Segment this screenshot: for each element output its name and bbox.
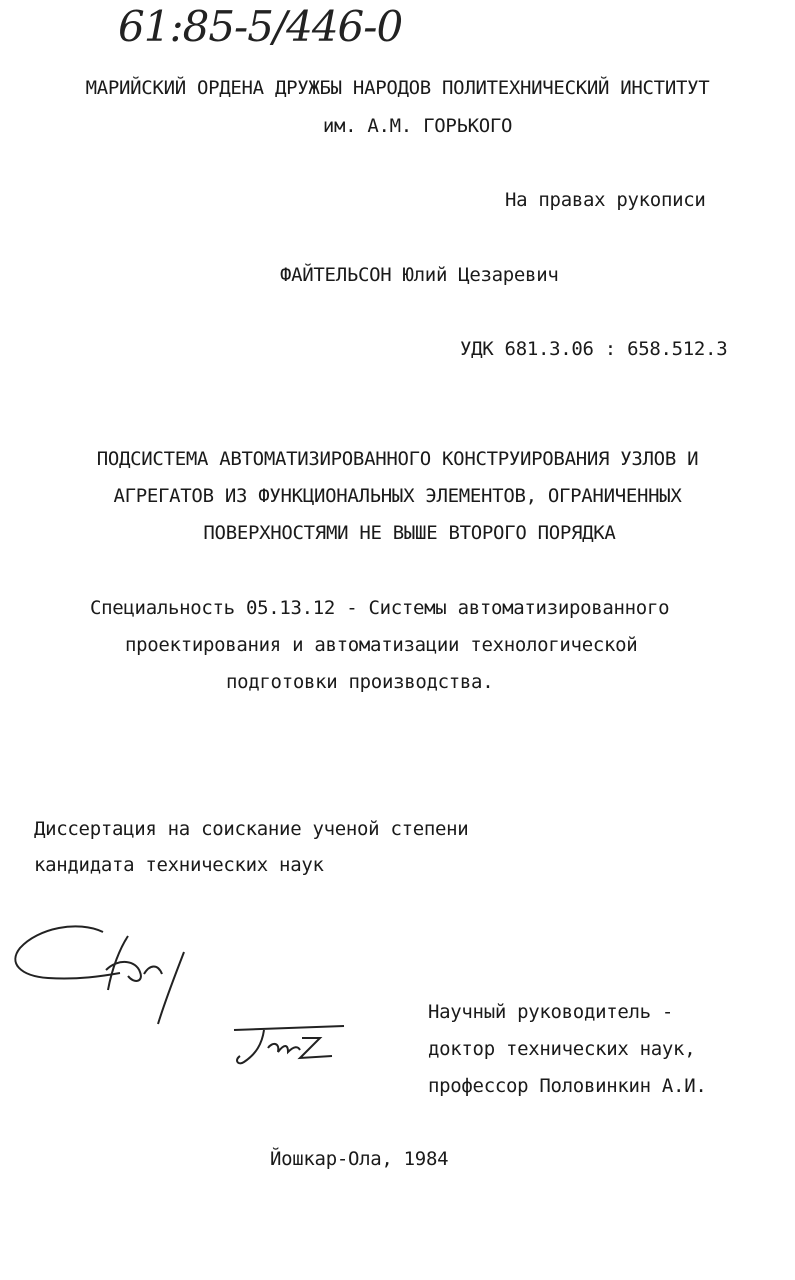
advisor-signature xyxy=(228,1020,352,1072)
institute-line-1: МАРИЙСКИЙ ОРДЕНА ДРУЖБЫ НАРОДОВ ПОЛИТЕХНИЧЕСКИЙ ИНСТИТУТ xyxy=(85,77,710,99)
specialty-line-3: подготовки производства. xyxy=(226,671,494,693)
specialty-line-1: Специальность 05.13.12 - Системы автоматизированного xyxy=(90,597,670,619)
place-year: Йошкар-Ола, 1984 xyxy=(270,1148,449,1170)
specialty-line-2: проектирования и автоматизации технологической xyxy=(125,634,638,656)
advisor-line-3: профессор Половинкин А.И. xyxy=(428,1075,707,1097)
manuscript-note: На правах рукописи xyxy=(505,189,706,211)
udc-code: УДК 681.3.06 : 658.512.3 xyxy=(460,338,728,360)
institute-line-2: им. А.М. ГОРЬКОГО xyxy=(322,115,513,137)
title-line-2: АГРЕГАТОВ ИЗ ФУНКЦИОНАЛЬНЫХ ЭЛЕМЕНТОВ, ОГРАНИЧЕННЫХ xyxy=(113,485,682,507)
advisor-line-1: Научный руководитель - xyxy=(428,1001,674,1023)
advisor-line-2: доктор технических наук, xyxy=(428,1038,696,1060)
title-line-3: ПОВЕРХНОСТЯМИ НЕ ВЫШЕ ВТОРОГО ПОРЯДКА xyxy=(203,522,616,544)
dissertation-line-2: кандидата технических наук xyxy=(34,854,324,876)
dissertation-line-1: Диссертация на соискание ученой степени xyxy=(34,818,469,840)
title-line-1: ПОДСИСТЕМА АВТОМАТИЗИРОВАННОГО КОНСТРУИРОВАНИЯ УЗЛОВ И xyxy=(96,448,699,470)
author-signature xyxy=(8,918,198,1030)
archive-code: 61:85-5/446-0 xyxy=(118,2,403,51)
author-name: ФАЙТЕЛЬСОН Юлий Цезаревич xyxy=(280,264,559,286)
